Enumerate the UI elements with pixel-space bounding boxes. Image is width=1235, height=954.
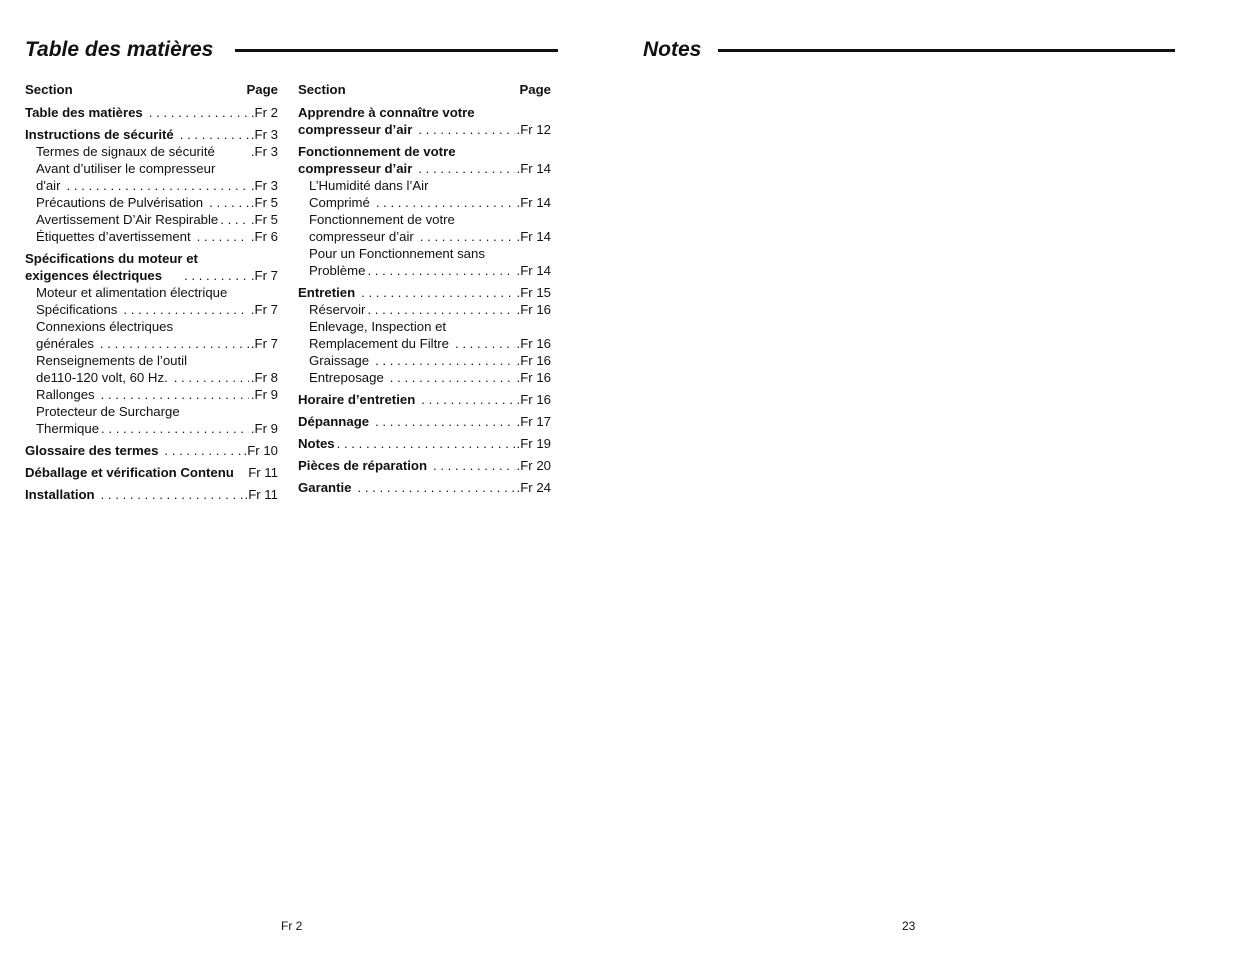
entry-title: Entretien [298, 285, 356, 300]
subentry-title: Thermique [36, 421, 100, 436]
section-header: Section [25, 82, 73, 97]
subentry-title: Précautions de Pulvérisation [36, 195, 204, 210]
toc-entry-notes [298, 435, 551, 452]
entry-title-line1: Fonctionnement de votre [298, 144, 456, 159]
toc-column-2 [298, 81, 551, 501]
subentry-title: compresseur d’air [309, 229, 414, 244]
subentry-page: .Fr 5 [250, 195, 278, 210]
toc-title: Table des matières [25, 38, 214, 61]
page-header: Page [246, 82, 278, 97]
subentry-title-line1: Renseignements de l’outil [36, 353, 188, 368]
entry-page: Fr 11 [248, 465, 278, 480]
entry-title: Horaire d’entretien [298, 392, 416, 407]
column-header [298, 81, 551, 98]
subentry-title: Termes de signaux de sécurité [36, 144, 215, 159]
subentry-page: .Fr 3 [250, 178, 278, 193]
left-page-number: Fr 2 [281, 919, 303, 933]
toc-entry-apprendre [298, 104, 551, 138]
entry-title: compresseur d’air [298, 122, 413, 137]
toc-entry-horaire [298, 391, 551, 408]
subentry-title: Remplacement du Filtre [309, 336, 449, 351]
entry-page: .Fr 7 [250, 268, 278, 283]
subentry-page: .Fr 7 [250, 302, 278, 317]
subentry-page: .Fr 14 [516, 263, 551, 278]
subentry-title: d'air [36, 178, 61, 193]
subentry-title: Entreposage [309, 370, 384, 385]
entry-page: .Fr 11 [244, 487, 278, 502]
entry-page: .Fr 17 [516, 414, 551, 429]
subentry-title-line1: Pour un Fonctionnement sans [309, 246, 485, 261]
title-rule [718, 49, 1175, 52]
subentry-title-line1: Enlevage, Inspection et [309, 319, 447, 334]
subentry-title-line1: L’Humidité dans l’Air [309, 178, 429, 193]
subentry-title: de110-120 volt, 60 Hz. [36, 370, 168, 385]
toc-entry-instructions-securite [25, 126, 278, 245]
toc-entry-pieces [298, 457, 551, 474]
subentry-title: Comprimé [309, 195, 370, 210]
section-header: Section [298, 82, 346, 97]
title-rule [235, 49, 558, 52]
subentry-page: .Fr 14 [516, 229, 551, 244]
toc-entry-entretien [298, 284, 551, 386]
entry-title: Table des matières [25, 105, 143, 120]
entry-page: .Fr 10 [243, 443, 278, 458]
subentry-title-line1: Protecteur de Surcharge [36, 404, 180, 419]
entry-title: compresseur d’air [298, 161, 413, 176]
subentry-page: .Fr 9 [250, 387, 278, 402]
subentry-page: .Fr 16 [516, 370, 551, 385]
entry-page: .Fr 16 [516, 392, 551, 407]
toc-entry-deballage [25, 464, 278, 481]
toc-entry-glossaire [25, 442, 278, 459]
notes-title: Notes [643, 38, 702, 61]
subentry-page: .Fr 6 [250, 229, 278, 244]
column-header [25, 81, 278, 98]
subentry-title-line1: Avant d’utiliser le compresseur [36, 161, 216, 176]
toc-column-1 [25, 81, 278, 508]
subentry-title: Étiquettes d’avertissement [36, 229, 191, 244]
subentry-page: .Fr 9 [250, 421, 278, 436]
subentry-title: Avertissement D’Air Respirable [36, 212, 219, 227]
subentry-page: .Fr 16 [516, 302, 551, 317]
entry-title: Garantie [298, 480, 352, 495]
subentry-title: générales [36, 336, 94, 351]
entry-title: Installation [25, 487, 95, 502]
subentry-title: Problème [309, 263, 366, 278]
entry-page: .Fr 2 [250, 105, 278, 120]
subentry-title-line1: Connexions électriques [36, 319, 174, 334]
entry-page: .Fr 15 [516, 285, 551, 300]
entry-page: .Fr 20 [516, 458, 551, 473]
toc-entry-depannage [298, 413, 551, 430]
toc-entry-specifications-moteur [25, 250, 278, 437]
entry-page: .Fr 12 [516, 122, 551, 137]
subentry-title: Graissage [309, 353, 370, 368]
subentry-title: Rallonges [36, 387, 95, 402]
entry-title: Dépannage [298, 414, 370, 429]
toc-entry-fonctionnement [298, 143, 551, 279]
entry-title: Instructions de sécurité [25, 127, 174, 142]
subentry-title-line1: Moteur et alimentation électrique [36, 285, 228, 300]
subentry-page: .Fr 8 [250, 370, 278, 385]
subentry-page: .Fr 7 [250, 336, 278, 351]
entry-page: .Fr 24 [516, 480, 551, 495]
subentry-page: .Fr 5 [250, 212, 278, 227]
page-header: Page [519, 82, 551, 97]
entry-title-line1: Spécifications du moteur et [25, 251, 198, 266]
subentry-page: .Fr 16 [516, 336, 551, 351]
toc-entry-garantie [298, 479, 551, 496]
subentry-page: .Fr 16 [516, 353, 551, 368]
entry-page: .Fr 3 [250, 127, 278, 142]
subentry-title: Réservoir [309, 302, 366, 317]
entry-title: exigences électriques [25, 268, 163, 283]
entry-title: Glossaire des termes [25, 443, 159, 458]
subentry-title: Spécifications [36, 302, 118, 317]
right-page-number: 23 [902, 919, 916, 933]
entry-title: Notes [298, 436, 335, 451]
entry-page: .Fr 14 [516, 161, 551, 176]
toc-entry-table-des-matieres [25, 104, 278, 121]
subentry-page: .Fr 14 [516, 195, 551, 210]
entry-title: Déballage et vérification Contenu [25, 465, 234, 480]
subentry-page: .Fr 3 [250, 144, 278, 159]
entry-title: Pièces de réparation [298, 458, 428, 473]
entry-title-line1: Apprendre à connaître votre [298, 105, 475, 120]
toc-entry-installation [25, 486, 278, 503]
entry-page: .Fr 19 [516, 436, 551, 451]
subentry-title-line1: Fonctionnement de votre [309, 212, 455, 227]
